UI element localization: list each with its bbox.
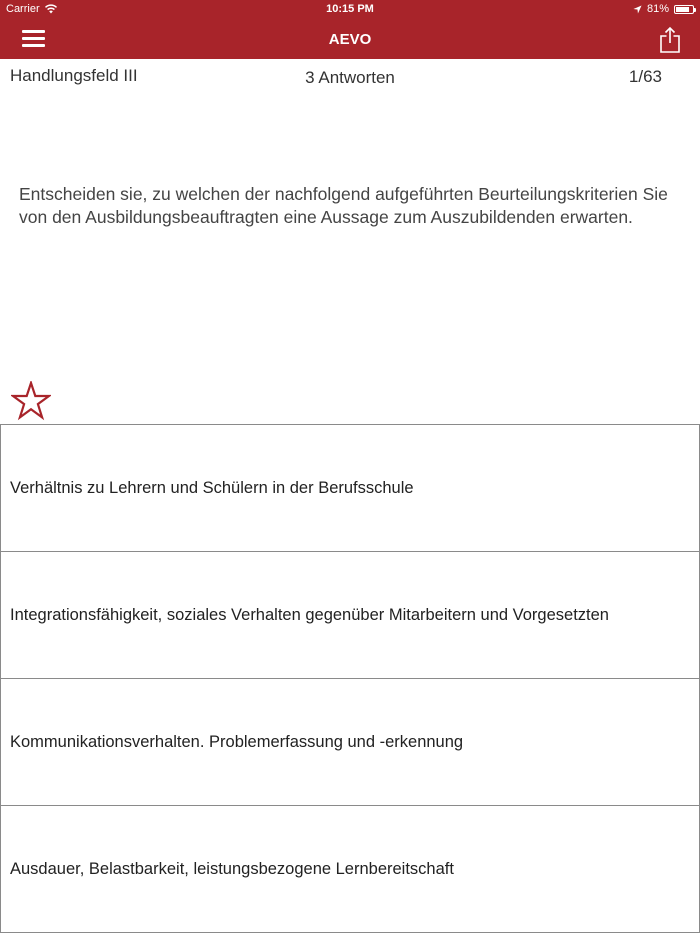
battery-percent: 81% xyxy=(646,3,669,15)
battery-icon xyxy=(674,5,694,14)
star-outline-icon[interactable] xyxy=(11,381,51,421)
question-text: Entscheiden sie, zu welchen der nachfolgend aufgeführten Beurteilungskriterien Sie von den Ausbildungsbeauftragten eine Aussage zum Auszubildenden erwarten. xyxy=(19,184,668,227)
progress-label: 1/63 xyxy=(628,67,662,86)
status-right xyxy=(633,3,694,15)
answer-option-label: Kommunikationsverhalten. Problemerfassung und -erkennung xyxy=(10,732,464,751)
answer-option-1[interactable] xyxy=(0,424,700,551)
section-label: Handlungsfeld III xyxy=(10,66,138,85)
status-time: 10:15 PM xyxy=(326,3,374,15)
answer-option-label: Integrationsfähigkeit, soziales Verhalten gegenüber Mitarbeitern und Vorgesetzten xyxy=(10,605,609,624)
answer-option-label: Ausdauer, Belastbarkeit, leistungsbezogene Lernbereitschaft xyxy=(10,859,454,878)
battery-fill xyxy=(676,7,689,12)
share-icon[interactable] xyxy=(658,26,682,54)
answer-option-4[interactable] xyxy=(0,805,700,933)
answer-option-3[interactable] xyxy=(0,678,700,805)
question-info-row xyxy=(0,66,700,90)
location-arrow-icon xyxy=(633,5,642,14)
answer-count-label: 3 Antworten xyxy=(305,68,395,87)
answer-option-2[interactable] xyxy=(0,551,700,678)
top-bar xyxy=(0,0,700,59)
carrier-label: Carrier xyxy=(6,3,40,15)
answer-option-label: Verhältnis zu Lehrern und Schülern in der Berufsschule xyxy=(10,478,414,497)
navigation-bar xyxy=(0,20,700,59)
page-title: AEVO xyxy=(328,31,372,48)
status-bar xyxy=(0,0,700,20)
answer-list xyxy=(0,424,700,933)
